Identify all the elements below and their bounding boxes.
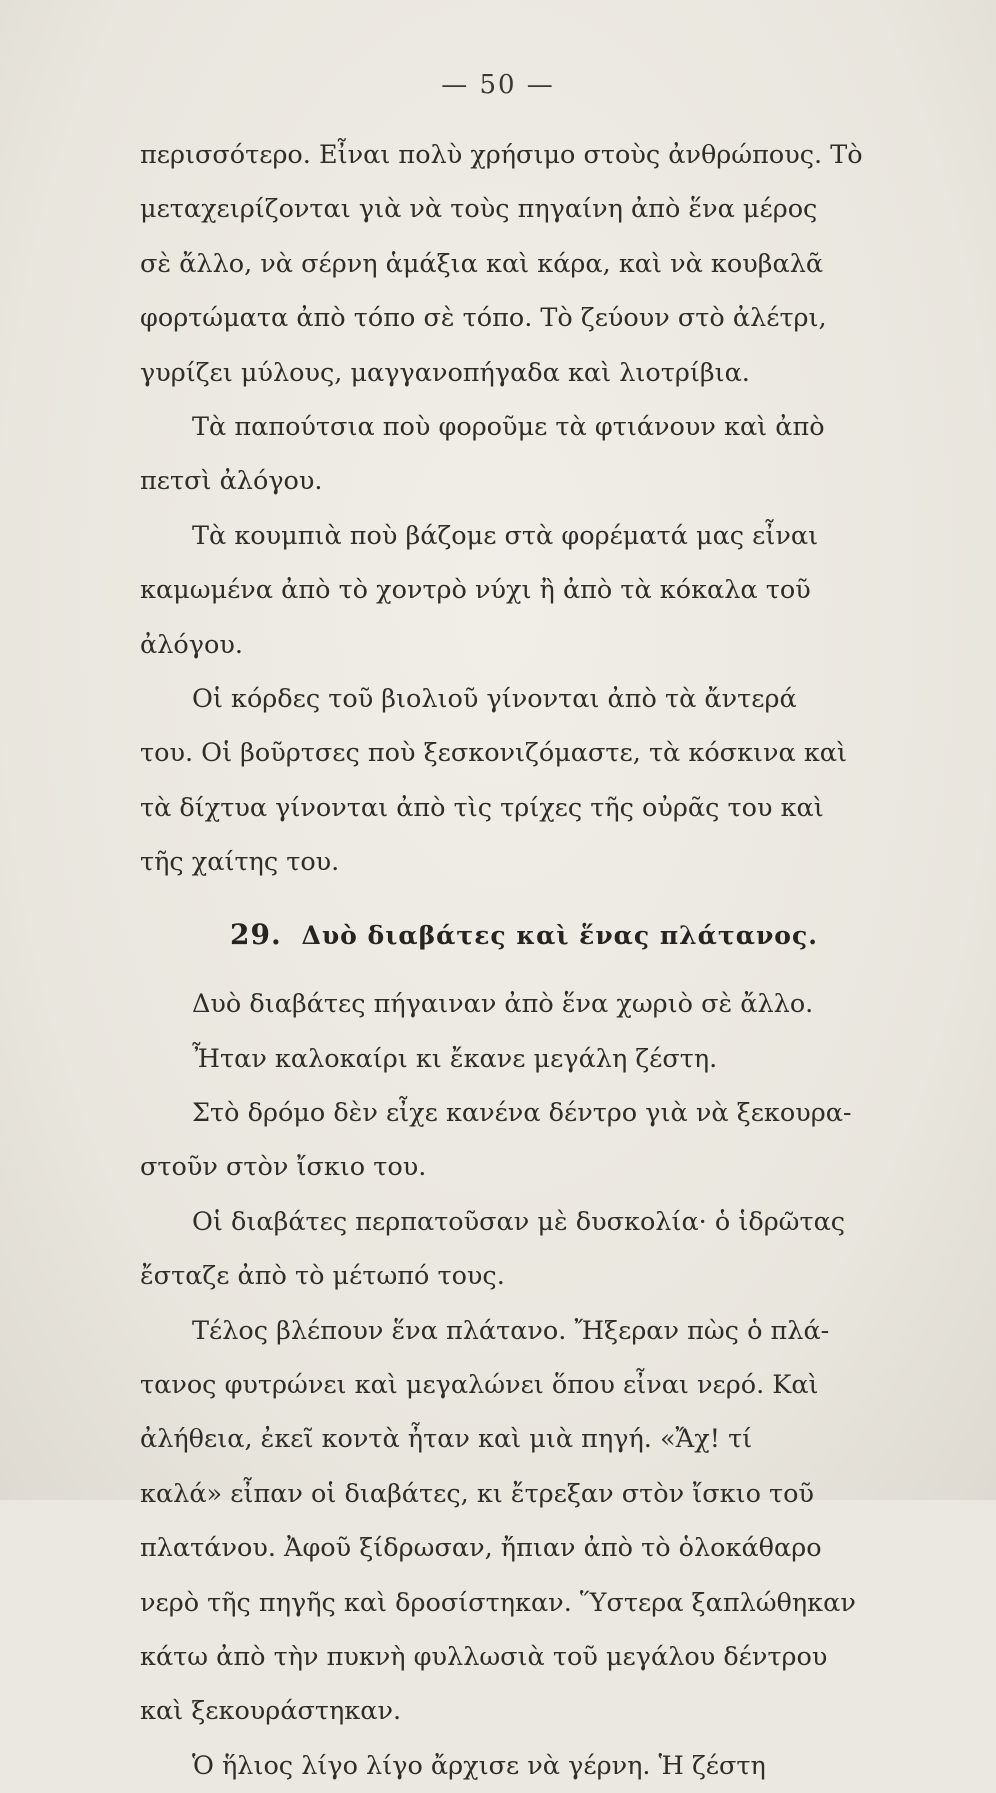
text-line: πετσὶ ἀλόγου. — [140, 466, 323, 497]
text-line: ἀλήθεια, ἐκεῖ κοντὰ ἦταν καὶ μιὰ πηγή. «Ἄχ! τί — [140, 1424, 753, 1455]
text-line: μεταχειρίζονται γιὰ νὰ τοὺς πηγαίνη ἀπὸ ἕνα μέρος — [140, 194, 818, 225]
section-heading — [140, 908, 940, 963]
text-line: τανος φυτρώνει καὶ μεγαλώνει ὅπου εἶναι νερό. Καὶ — [140, 1369, 819, 1400]
text-line: καλά» εἶπαν οἱ διαβάτες, κι ἔτρεξαν στὸν ἴσκιο τοῦ — [140, 1478, 814, 1509]
text-line: ἔσταζε ἀπὸ τὸ μέτωπό τους. — [140, 1261, 505, 1292]
text-line: Οἱ διαβάτες περπατοῦσαν μὲ δυσκολία· ὁ ἱδρῶτας — [192, 1206, 846, 1237]
section-title: Δυὸ διαβάτες καὶ ἕνας πλάτανος. — [301, 920, 818, 950]
text-line: Στὸ δρόμο δὲν εἶχε κανένα δέντρο γιὰ νὰ ξεκουρα- — [192, 1097, 852, 1128]
text-line: Τέλος βλέπουν ἕνα πλάτανο. Ἤξεραν πὼς ὁ πλά- — [192, 1315, 830, 1346]
text-line: νερὸ τῆς πηγῆς καὶ δροσίστηκαν. Ὕστερα ξαπλώθηκαν — [140, 1587, 856, 1618]
text-line: πλατάνου. Ἀφοῦ ξίδρωσαν, ἤπιαν ἀπὸ τὸ ὁλοκάθαρο — [140, 1533, 822, 1564]
page-body — [140, 128, 940, 1793]
text-line: τὰ δίχτυα γίνονται ἀπὸ τὶς τρίχες τῆς οὐρᾶς του καὶ — [140, 792, 824, 823]
section-number: 29. — [230, 917, 282, 951]
text-line: Δυὸ διαβάτες πήγαιναν ἀπὸ ἕνα χωριὸ σὲ ἄλλο. — [192, 989, 814, 1020]
text-line: περισσότερο. Εἶναι πολὺ χρήσιμο στοὺς ἀνθρώπους. Τὸ — [140, 140, 863, 170]
text-line: σὲ ἄλλο, νὰ σέρνη ἁμάξια καὶ κάρα, καὶ νὰ κουβαλᾶ — [140, 248, 824, 279]
page-number: — 50 — — [441, 70, 555, 100]
text-line: Ὁ ἥλιος λίγο λίγο ἄρχισε νὰ γέρνη. Ἡ ζέστη — [192, 1750, 766, 1781]
text-line: Οἱ κόρδες τοῦ βιολιοῦ γίνονται ἀπὸ τὰ ἄντερά — [192, 684, 797, 715]
text-line: Ἦταν καλοκαίρι κι ἔκανε μεγάλη ζέστη. — [192, 1043, 718, 1074]
text-line: γυρίζει μύλους, μαγγανοπήγαδα καὶ λιοτρίβια. — [140, 357, 750, 388]
text-line: Τὰ κουμπιὰ ποὺ βάζομε στὰ φορέματά μας εἶναι — [192, 520, 819, 551]
text-line: καὶ ξεκουράστηκαν. — [140, 1696, 402, 1727]
text-line: φορτώματα ἀπὸ τόπο σὲ τόπο. Τὸ ζεύουν στὸ ἀλέτρι, — [140, 303, 827, 334]
text-line: τῆς χαίτης του. — [140, 847, 340, 878]
text-line: καμωμένα ἀπὸ τὸ χοντρὸ νύχι ἢ ἀπὸ τὰ κόκαλα τοῦ — [140, 575, 811, 606]
text-line: κάτω ἀπὸ τὴν πυκνὴ φυλλωσιὰ τοῦ μεγάλου δέντρου — [140, 1641, 828, 1672]
text-line: Τὰ παπούτσια ποὺ φοροῦμε τὰ φτιάνουν καὶ ἀπὸ — [192, 412, 825, 443]
text-line: του. Οἱ βοῦρτσες ποὺ ξεσκονιζόμαστε, τὰ κόσκινα καὶ — [140, 738, 848, 769]
text-line: ἀλόγου. — [140, 629, 243, 660]
text-line: στοῦν στὸν ἴσκιο του. — [140, 1152, 427, 1183]
